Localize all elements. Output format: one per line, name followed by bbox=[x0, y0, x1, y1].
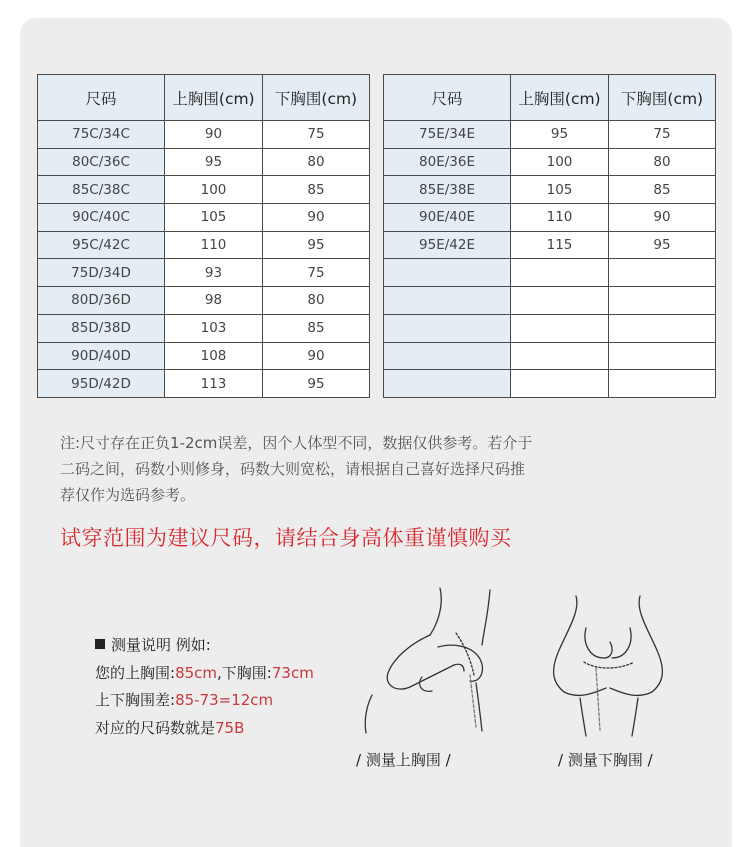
upper-bust-cell: 110 bbox=[165, 231, 263, 259]
table-row bbox=[38, 370, 370, 398]
guide-bust-line bbox=[95, 660, 314, 688]
note-line: 注:尺寸存在正负1-2cm误差，因个人体型不同，数据仅供参考。若介于 bbox=[60, 434, 533, 452]
size-cell bbox=[384, 314, 511, 342]
upper-bust-value: 85cm bbox=[175, 663, 218, 682]
under-bust-cell bbox=[609, 370, 716, 398]
separator: , bbox=[217, 663, 222, 682]
under-bust-cell: 85 bbox=[263, 176, 370, 204]
table-header-row bbox=[384, 75, 716, 121]
table-row bbox=[384, 231, 716, 259]
size-table-right bbox=[383, 74, 716, 398]
under-bust-cell: 80 bbox=[609, 148, 716, 176]
guide-title: 测量说明 例如: bbox=[111, 636, 211, 654]
under-bust-cell: 75 bbox=[263, 121, 370, 149]
measure-guide bbox=[95, 632, 314, 742]
size-cell: 90D/40D bbox=[38, 342, 165, 370]
under-bust-cell: 85 bbox=[263, 314, 370, 342]
result-value: 75B bbox=[215, 718, 245, 737]
table-row bbox=[38, 204, 370, 232]
upper-bust-caption: / 测量上胸围 / bbox=[356, 751, 451, 769]
header-under-bust: 下胸围(cm) bbox=[609, 75, 716, 121]
upper-bust-cell: 95 bbox=[511, 121, 609, 149]
under-bust-cell bbox=[609, 342, 716, 370]
diff-label: 上下胸围差: bbox=[95, 691, 176, 709]
size-cell: 75D/34D bbox=[38, 259, 165, 287]
under-bust-cell: 85 bbox=[609, 176, 716, 204]
under-bust-cell: 80 bbox=[263, 148, 370, 176]
upper-bust-cell: 90 bbox=[165, 121, 263, 149]
upper-bust-cell bbox=[511, 259, 609, 287]
upper-bust-cell bbox=[511, 314, 609, 342]
upper-bust-cell: 100 bbox=[165, 176, 263, 204]
size-cell: 85E/38E bbox=[384, 176, 511, 204]
size-cell: 95D/42D bbox=[38, 370, 165, 398]
size-table-left bbox=[37, 74, 370, 398]
size-cell bbox=[384, 259, 511, 287]
table-row bbox=[38, 176, 370, 204]
note-line: 荐仅作为选码参考。 bbox=[60, 486, 196, 504]
size-cell: 85C/38C bbox=[38, 176, 165, 204]
size-cell bbox=[384, 342, 511, 370]
header-size: 尺码 bbox=[384, 75, 511, 121]
under-bust-cell: 90 bbox=[263, 342, 370, 370]
table-row bbox=[384, 342, 716, 370]
table-row bbox=[38, 148, 370, 176]
size-cell: 75E/34E bbox=[384, 121, 511, 149]
table-row bbox=[38, 259, 370, 287]
size-cell: 80C/36C bbox=[38, 148, 165, 176]
under-bust-cell bbox=[609, 259, 716, 287]
under-bust-caption: / 测量下胸围 / bbox=[558, 751, 653, 769]
upper-bust-cell bbox=[511, 370, 609, 398]
square-bullet-icon bbox=[95, 639, 105, 649]
upper-bust-label: 您的上胸围: bbox=[95, 663, 176, 682]
guide-diff-line bbox=[95, 687, 314, 715]
under-bust-cell bbox=[609, 287, 716, 315]
table-row bbox=[384, 370, 716, 398]
size-cell: 85D/38D bbox=[38, 314, 165, 342]
table-row bbox=[38, 287, 370, 315]
size-cell bbox=[384, 287, 511, 315]
upper-bust-cell: 115 bbox=[511, 231, 609, 259]
size-cell: 80D/36D bbox=[38, 287, 165, 315]
upper-bust-illustration bbox=[352, 585, 512, 735]
table-row bbox=[384, 287, 716, 315]
under-bust-value: 73cm bbox=[271, 663, 314, 682]
size-cell: 90E/40E bbox=[384, 204, 511, 232]
under-bust-illustration bbox=[540, 588, 680, 738]
under-bust-cell: 75 bbox=[263, 259, 370, 287]
upper-bust-cell: 100 bbox=[511, 148, 609, 176]
table-row bbox=[384, 204, 716, 232]
size-cell: 80E/36E bbox=[384, 148, 511, 176]
under-bust-cell: 95 bbox=[609, 231, 716, 259]
size-cell: 95C/42C bbox=[38, 231, 165, 259]
diff-value: 85-73=12cm bbox=[175, 691, 274, 709]
under-bust-cell: 75 bbox=[609, 121, 716, 149]
table-row bbox=[384, 176, 716, 204]
size-cell: 90C/40C bbox=[38, 204, 165, 232]
table-row bbox=[38, 314, 370, 342]
upper-bust-cell: 105 bbox=[165, 204, 263, 232]
under-bust-cell: 90 bbox=[263, 204, 370, 232]
note-line: 二码之间，码数小则修身，码数大则宽松，请根据自己喜好选择尺码推 bbox=[60, 460, 526, 478]
upper-bust-cell: 105 bbox=[511, 176, 609, 204]
upper-bust-cell: 113 bbox=[165, 370, 263, 398]
upper-bust-cell: 110 bbox=[511, 204, 609, 232]
header-upper-bust: 上胸围(cm) bbox=[511, 75, 609, 121]
under-bust-cell: 95 bbox=[263, 370, 370, 398]
under-bust-label: 下胸围: bbox=[221, 663, 272, 682]
under-bust-cell: 95 bbox=[263, 231, 370, 259]
upper-bust-cell bbox=[511, 342, 609, 370]
upper-bust-cell: 98 bbox=[165, 287, 263, 315]
result-label: 对应的尺码数就是 bbox=[95, 718, 216, 737]
size-cell: 95E/42E bbox=[384, 231, 511, 259]
size-cell bbox=[384, 370, 511, 398]
header-size: 尺码 bbox=[38, 75, 165, 121]
upper-bust-cell bbox=[511, 287, 609, 315]
table-row bbox=[384, 314, 716, 342]
warning-text: 试穿范围为建议尺码，请结合身高体重谨慎购买 bbox=[60, 526, 512, 550]
under-bust-cell: 80 bbox=[263, 287, 370, 315]
table-row bbox=[38, 121, 370, 149]
size-cell: 75C/34C bbox=[38, 121, 165, 149]
table-row bbox=[384, 148, 716, 176]
guide-result-line bbox=[95, 715, 314, 743]
table-row bbox=[38, 342, 370, 370]
size-note bbox=[60, 430, 600, 508]
table-row bbox=[384, 121, 716, 149]
header-upper-bust: 上胸围(cm) bbox=[165, 75, 263, 121]
guide-title-line bbox=[95, 632, 314, 660]
upper-bust-cell: 95 bbox=[165, 148, 263, 176]
table-row bbox=[38, 231, 370, 259]
upper-bust-cell: 103 bbox=[165, 314, 263, 342]
header-under-bust: 下胸围(cm) bbox=[263, 75, 370, 121]
upper-bust-cell: 93 bbox=[165, 259, 263, 287]
table-header-row bbox=[38, 75, 370, 121]
upper-bust-cell: 108 bbox=[165, 342, 263, 370]
under-bust-cell: 90 bbox=[609, 204, 716, 232]
table-row bbox=[384, 259, 716, 287]
under-bust-cell bbox=[609, 314, 716, 342]
